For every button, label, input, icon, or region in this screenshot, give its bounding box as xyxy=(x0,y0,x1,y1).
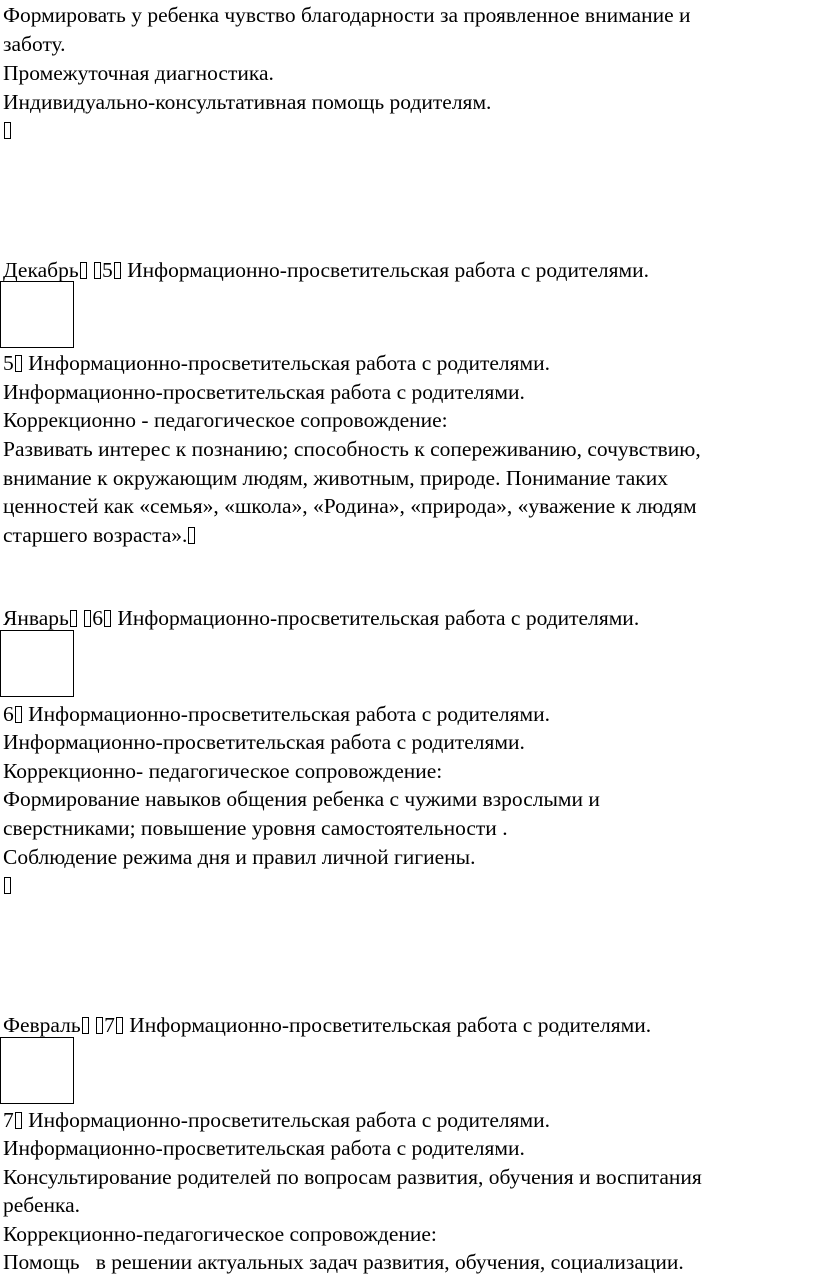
month-number: 7 xyxy=(104,1013,115,1037)
month-header-december xyxy=(3,257,649,284)
text-line: Информационно-просветительская работа с родителями. xyxy=(3,730,525,754)
month-label: Январь xyxy=(3,606,69,630)
missing-glyph xyxy=(114,262,121,279)
missing-glyph xyxy=(15,706,22,723)
missing-glyph xyxy=(94,262,101,279)
text-line: заботу. xyxy=(3,32,66,56)
month-header-text: Информационно-просветительская работа с родителями. xyxy=(127,258,650,282)
text-line: Консультирование родителей по вопросам развития, обучения и воспитания xyxy=(3,1165,702,1189)
text-line xyxy=(3,522,196,549)
text-line: Помощь в решении актуальных задач развития, обучения, социализации. xyxy=(3,1250,684,1274)
text-line xyxy=(3,1107,550,1134)
row-number: 5 xyxy=(3,351,14,375)
missing-glyph-line xyxy=(3,872,12,899)
month-number: 5 xyxy=(102,258,113,282)
missing-glyph xyxy=(96,1017,103,1034)
text-line: внимание к окружающим людям, животным, природе. Понимание таких xyxy=(3,466,668,490)
empty-frame xyxy=(0,281,74,348)
text-line: Формировать у ребенка чувство благодарности за проявленное внимание и xyxy=(3,3,691,27)
missing-glyph xyxy=(116,1017,123,1034)
text-line: Коррекционно - педагогическое сопровождение: xyxy=(3,408,448,432)
text-span: старшего возраста». xyxy=(3,523,188,547)
month-label: Февраль xyxy=(3,1013,81,1037)
month-number: 6 xyxy=(92,606,103,630)
empty-frame xyxy=(0,630,74,697)
row-text: Информационно-просветительская работа с родителями. xyxy=(28,702,551,726)
missing-glyph xyxy=(84,610,91,627)
missing-glyph xyxy=(15,355,22,372)
missing-glyph xyxy=(4,122,11,139)
month-header-february xyxy=(3,1012,651,1039)
missing-glyph xyxy=(70,610,77,627)
missing-glyph xyxy=(104,610,111,627)
empty-frame xyxy=(0,1037,74,1104)
text-line xyxy=(3,701,550,728)
text-line: Соблюдение режима дня и правил личной гигиены. xyxy=(3,845,476,869)
missing-glyph-line xyxy=(3,117,12,144)
text-line: Информационно-просветительская работа с родителями. xyxy=(3,380,525,404)
text-line: Развивать интерес к познанию; способность к сопереживанию, сочувствию, xyxy=(3,437,701,461)
month-header-text: Информационно-просветительская работа с родителями. xyxy=(129,1013,652,1037)
missing-glyph xyxy=(188,527,195,544)
text-line: ребенка. xyxy=(3,1193,81,1217)
text-line: Коррекционно- педагогическое сопровождение: xyxy=(3,759,443,783)
row-number: 7 xyxy=(3,1108,14,1132)
row-text: Информационно-просветительская работа с родителями. xyxy=(28,1108,551,1132)
month-header-january xyxy=(3,605,639,632)
text-line: ценностей как «семья», «школа», «Родина», «природа», «уважение к людям xyxy=(3,494,697,518)
text-line: сверстниками; повышение уровня самостоятельности . xyxy=(3,816,508,840)
missing-glyph xyxy=(15,1112,22,1129)
missing-glyph xyxy=(82,1017,89,1034)
missing-glyph xyxy=(80,262,87,279)
month-label: Декабрь xyxy=(3,258,79,282)
row-number: 6 xyxy=(3,702,14,726)
text-line: Формирование навыков общения ребенка с чужими взрослыми и xyxy=(3,787,600,811)
text-line: Промежуточная диагностика. xyxy=(3,61,274,85)
text-line: Информационно-просветительская работа с родителями. xyxy=(3,1136,525,1160)
text-line: Коррекционно-педагогическое сопровождение: xyxy=(3,1222,437,1246)
text-line xyxy=(3,350,550,377)
text-line: Индивидуально-консультативная помощь родителям. xyxy=(3,90,492,114)
month-header-text: Информационно-просветительская работа с родителями. xyxy=(117,606,640,630)
missing-glyph xyxy=(4,877,11,894)
row-text: Информационно-просветительская работа с родителями. xyxy=(28,351,551,375)
